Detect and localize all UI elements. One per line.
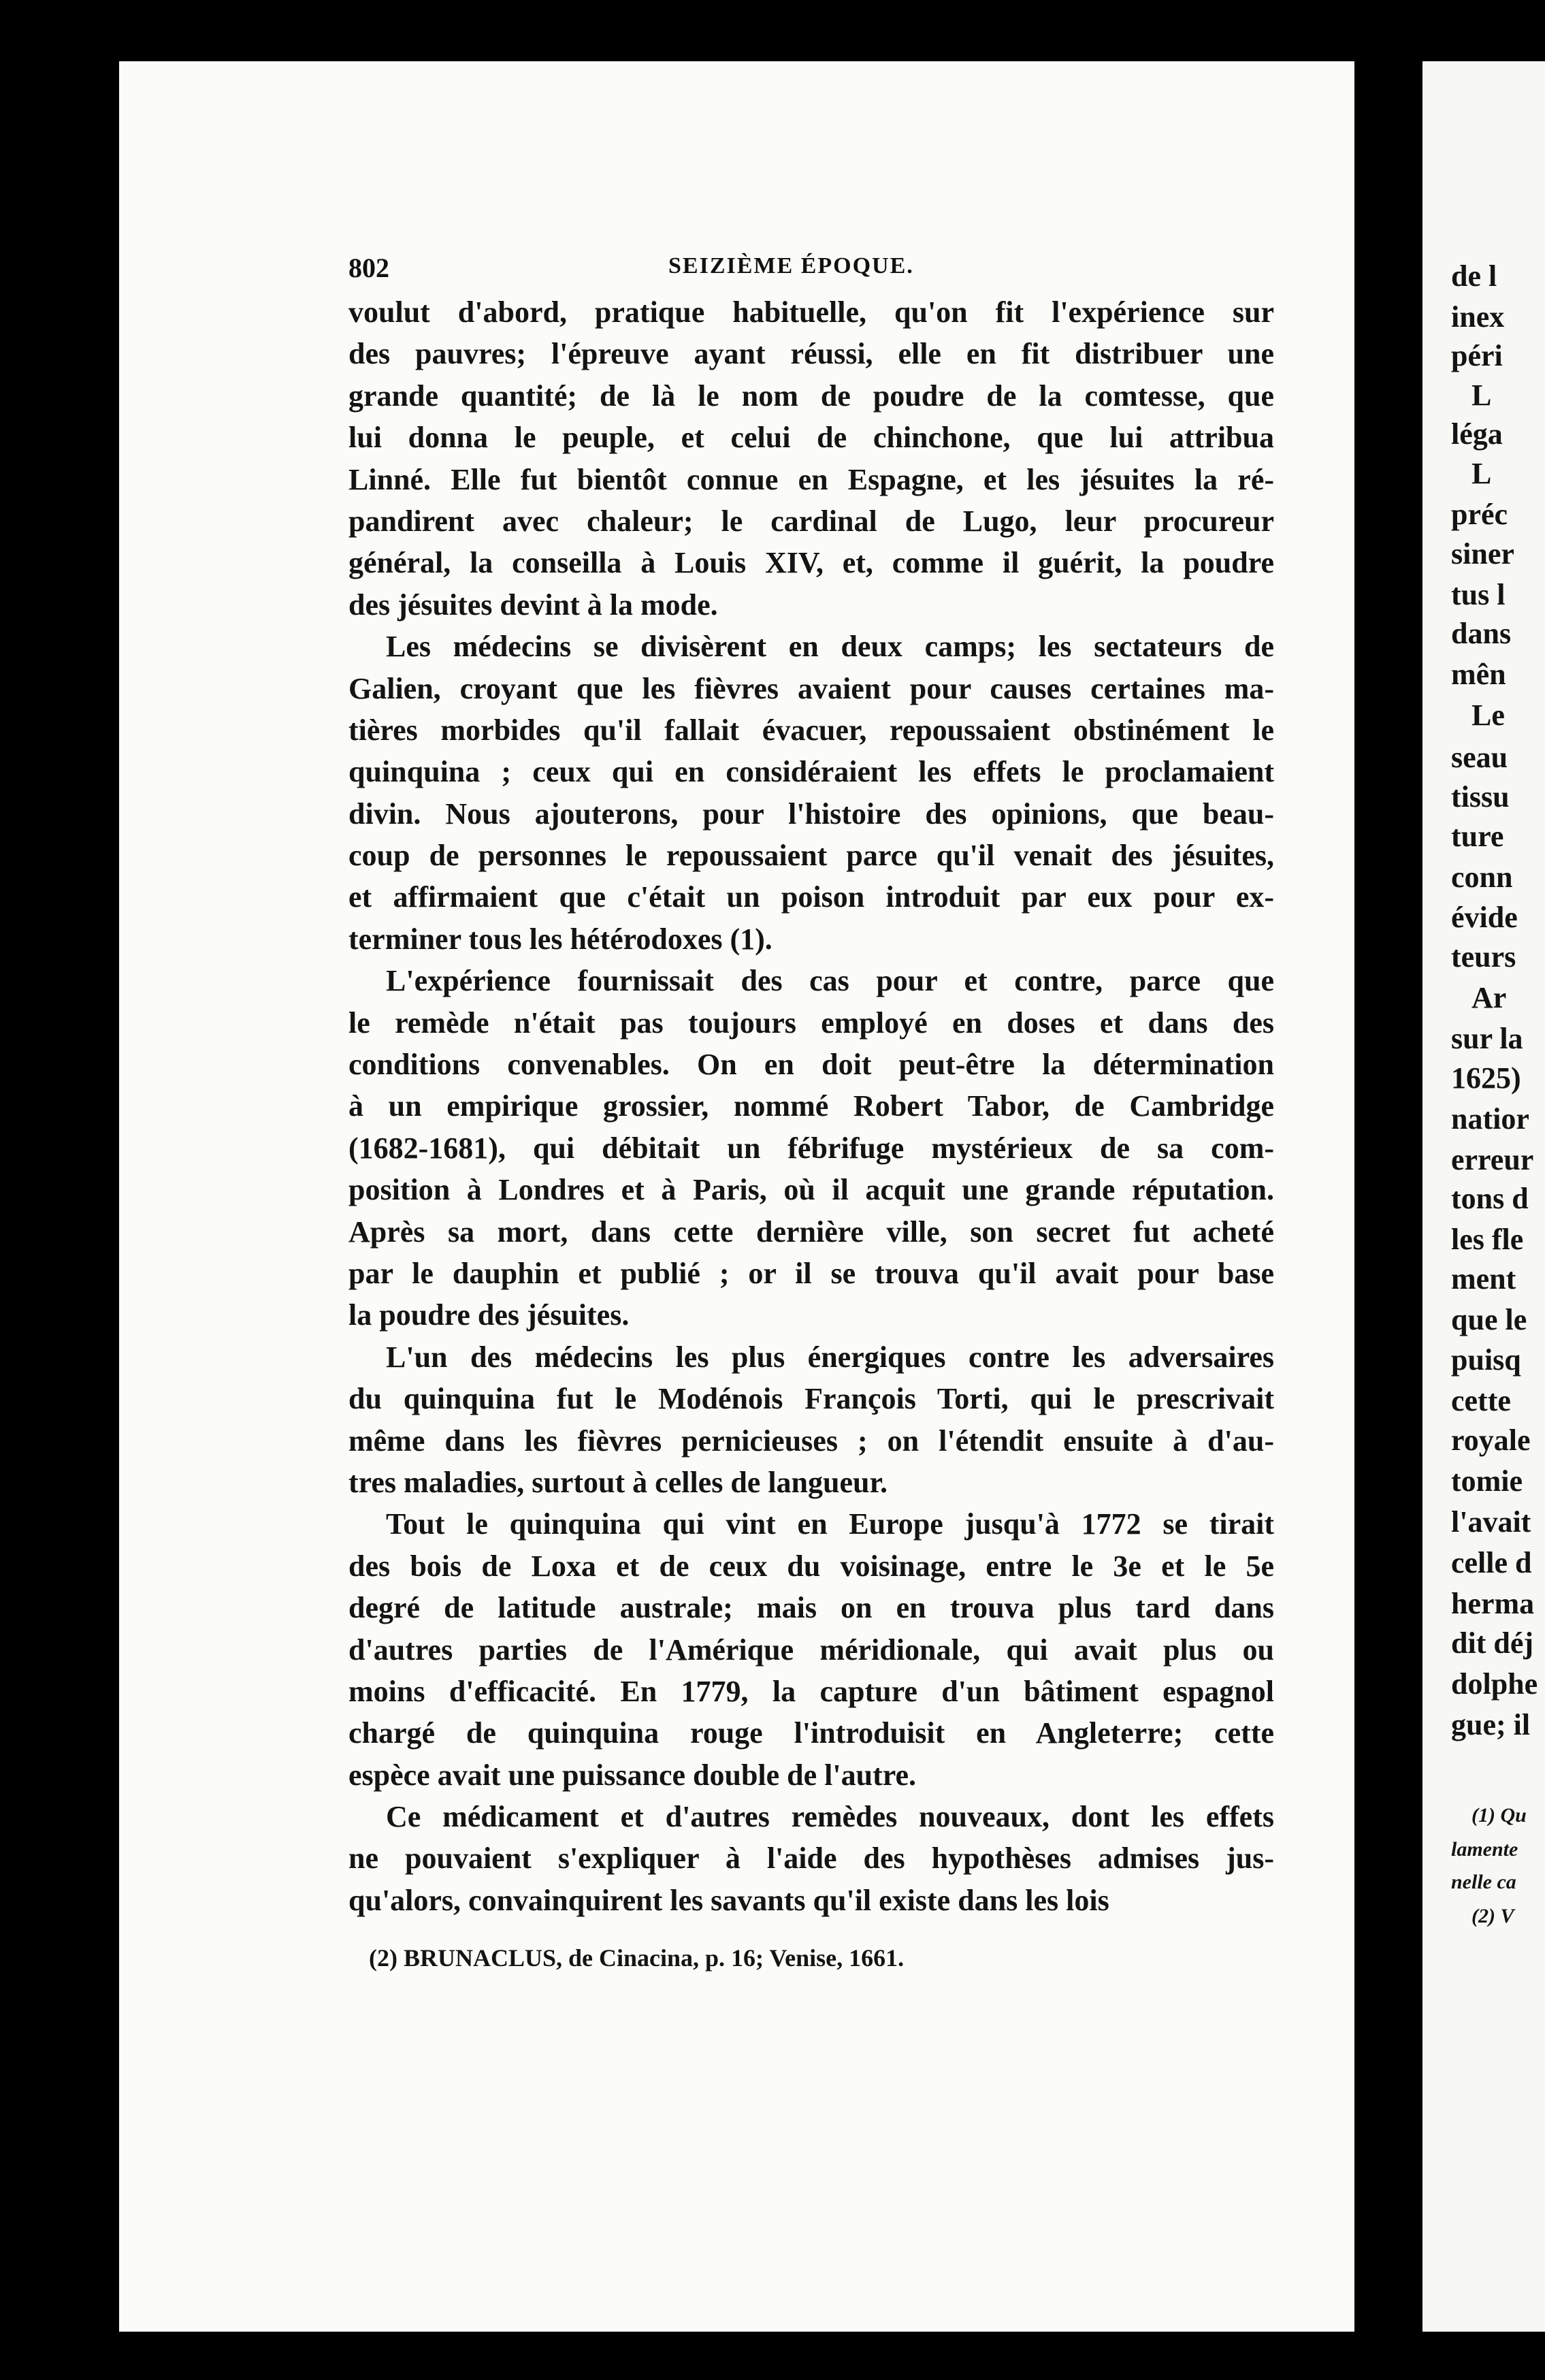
body-text: [348, 291, 1274, 1921]
right-page-line: cette: [1451, 1384, 1511, 1417]
right-page-line: ment: [1451, 1262, 1516, 1296]
text-line: tières morbides qu'il fallait évacuer, repoussaient obstinément le: [348, 713, 1274, 747]
text-line: par le dauphin et publié ; or il se trouva qu'il avait pour base: [348, 1256, 1274, 1290]
right-page-line: seau: [1451, 741, 1508, 774]
right-page-fragment: [1422, 61, 1545, 2332]
text-line: voulut d'abord, pratique habituelle, qu'on fit l'expérience sur: [348, 295, 1274, 329]
text-line: Ce médicament et d'autres remèdes nouveaux, dont les effets: [386, 1800, 1274, 1834]
text-line: des jésuites devint à la mode.: [348, 588, 718, 622]
text-line: divin. Nous ajouterons, pour l'histoire des opinions, que beau-: [348, 797, 1274, 831]
right-page-line: tus l: [1451, 578, 1506, 611]
right-page-line: tissu: [1451, 780, 1510, 814]
text-line: général, la conseilla à Louis XIV, et, comme il guérit, la poudre: [348, 546, 1274, 580]
text-line: coup de personnes le repoussaient parce qu'il venait des jésuites,: [348, 839, 1274, 873]
text-line: espèce avait une puissance double de l'autre.: [348, 1758, 917, 1792]
right-page-line: léga: [1451, 417, 1503, 451]
text-line: conditions convenables. On en doit peut-être la détermination: [348, 1048, 1274, 1082]
right-page-line: dit déj: [1451, 1626, 1533, 1660]
right-page-line: que le: [1451, 1303, 1527, 1336]
text-line: pandirent avec chaleur; le cardinal de Lugo, leur procureur: [348, 504, 1274, 538]
text-line: tres maladies, surtout à celles de langueur.: [348, 1465, 888, 1499]
text-line: L'expérience fournissait des cas pour et contre, parce que: [386, 964, 1274, 998]
text-line: Les médecins se divisèrent en deux camps; les sectateurs de: [386, 630, 1274, 664]
text-line: à un empirique grossier, nommé Robert Tabor, de Cambridge: [348, 1089, 1274, 1123]
text-line: qu'alors, convainquirent les savants qu'il existe dans les lois: [348, 1883, 1109, 1917]
right-page-line: dolphe: [1451, 1667, 1538, 1701]
text-line: position à Londres et à Paris, où il acquit une grande réputation.: [348, 1173, 1274, 1207]
right-page-line: erreur: [1451, 1143, 1534, 1176]
text-line: même dans les fièvres pernicieuses ; on l'étendit ensuite à d'au-: [348, 1424, 1274, 1458]
text-line: terminer tous les hétérodoxes (1).: [348, 922, 772, 956]
right-page-line: mên: [1451, 658, 1506, 691]
text-line: chargé de quinquina rouge l'introduisit en Angleterre; cette: [348, 1716, 1274, 1750]
right-page-line: celle d: [1451, 1546, 1532, 1579]
right-page-line: Ar: [1471, 981, 1507, 1014]
right-page-line: 1625): [1451, 1061, 1521, 1095]
right-page-line: teurs: [1451, 940, 1516, 974]
text-line: Linné. Elle fut bientôt connue en Espagne, et les jésuites la ré-: [348, 462, 1274, 496]
text-line: ne pouvaient s'expliquer à l'aide des hypothèses admises jus-: [348, 1842, 1274, 1876]
right-page-line: L: [1471, 379, 1492, 412]
right-page-line: les fle: [1451, 1223, 1524, 1256]
right-page-line: tons d: [1451, 1182, 1529, 1215]
text-line: et affirmaient que c'était un poison introduit par eux pour ex-: [348, 880, 1274, 914]
right-page-line: l'avait: [1451, 1505, 1531, 1539]
page-header: [348, 252, 975, 286]
right-page-footnote-line: nelle ca: [1451, 1871, 1516, 1893]
right-page-line: conn: [1451, 861, 1513, 894]
text-line: Tout le quinquina qui vint en Europe jusqu'à 1772 se tirait: [386, 1507, 1274, 1541]
text-line: d'autres parties de l'Amérique méridionale, qui avait plus ou: [348, 1633, 1274, 1667]
text-line: la poudre des jésuites.: [348, 1298, 630, 1332]
right-page-line: préc: [1451, 498, 1508, 531]
right-page-line: herma: [1451, 1587, 1535, 1620]
right-page-line: évide: [1451, 901, 1518, 934]
right-page-footnote-line: (2) V: [1471, 1905, 1514, 1927]
text-line: lui donna le peuple, et celui de chinchone, que lui attribua: [348, 421, 1274, 455]
right-page-line: sur la: [1451, 1022, 1523, 1055]
right-page-line: puisq: [1451, 1343, 1521, 1377]
text-line: L'un des médecins les plus énergiques contre les adversaires: [386, 1340, 1274, 1374]
running-head: SEIZIÈME ÉPOQUE.: [668, 253, 914, 278]
right-page-line: siner: [1451, 537, 1514, 570]
right-page-line: royale: [1451, 1424, 1531, 1457]
page-number: 802: [348, 253, 389, 283]
right-page-footnote-line: lamente: [1451, 1838, 1518, 1861]
right-page-line: de l: [1451, 259, 1497, 293]
text-line: (1682-1681), qui débitait un fébrifuge mystérieux de sa com-: [348, 1131, 1274, 1165]
text-line: quinquina ; ceux qui en considéraient les effets le proclamaient: [348, 755, 1274, 789]
right-page-line: ture: [1451, 820, 1504, 853]
right-page-line: Le: [1471, 698, 1505, 732]
text-line: des bois de Loxa et de ceux du voisinage, entre le 3e et le 5e: [348, 1549, 1274, 1583]
right-page-line: inex: [1451, 300, 1505, 334]
text-line: moins d'efficacité. En 1779, la capture d'un bâtiment espagnol: [348, 1674, 1274, 1708]
right-page-line: gue; il: [1451, 1708, 1531, 1741]
text-line: degré de latitude australe; mais on en trouva plus tard dans: [348, 1591, 1274, 1625]
text-line: des pauvres; l'épreuve ayant réussi, elle en fit distribuer une: [348, 337, 1274, 371]
right-page-line: tomie: [1451, 1464, 1523, 1498]
text-line: Après sa mort, dans cette dernière ville, son secret fut acheté: [348, 1215, 1274, 1249]
text-line: grande quantité; de là le nom de poudre de la comtesse, que: [348, 379, 1274, 413]
right-page-line: L: [1471, 457, 1492, 490]
footnote: (2) BRUNACLUS, de Cinacina, p. 16; Venise, 1661.: [369, 1944, 905, 1972]
text-line: le remède n'était pas toujours employé en doses et dans des: [348, 1006, 1274, 1040]
right-page-footnote-line: (1) Qu: [1471, 1804, 1527, 1827]
text-line: Galien, croyant que les fièvres avaient pour causes certaines ma-: [348, 671, 1274, 705]
right-page-line: natior: [1451, 1102, 1529, 1136]
right-page-line: péri: [1451, 339, 1503, 372]
text-line: du quinquina fut le Modénois François Torti, qui le prescrivait: [348, 1382, 1274, 1416]
right-page-line: dans: [1451, 617, 1512, 650]
